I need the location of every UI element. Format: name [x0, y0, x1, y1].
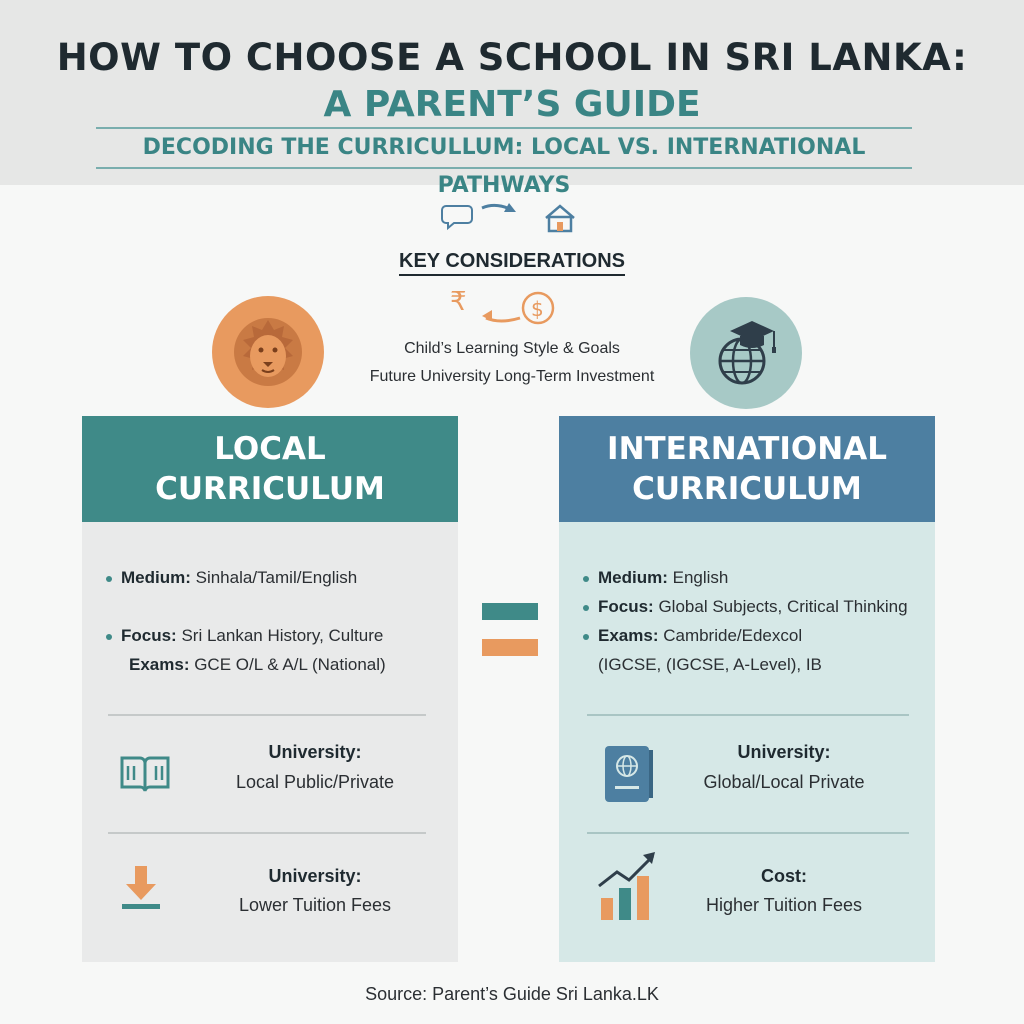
consideration-1: Child’s Learning Style & Goals: [404, 340, 620, 357]
equals-top-bar: [482, 603, 538, 620]
local-curriculum-panel: [82, 416, 458, 962]
local-section1-value: Local Public/Private: [235, 772, 395, 792]
book-icon: [118, 750, 172, 796]
arrow-right-icon: [482, 203, 516, 212]
title-line-2: A PARENT’S GUIDE: [323, 84, 701, 125]
divider: [587, 714, 909, 716]
international-exams-line2: (IGCSE, (IGCSE, A-Level), IB: [598, 655, 822, 674]
source-footer: Source: Parent’s Guide Sri Lanka.LK: [365, 984, 659, 1004]
dollar-icon: [523, 293, 553, 323]
top-icons: [0, 196, 1024, 242]
speech-bubble-icon: [442, 206, 472, 228]
international-section2-title: Cost:: [761, 866, 807, 886]
international-section2-value: Higher Tuition Fees: [705, 895, 863, 915]
house-icon: [546, 206, 574, 231]
international-section1-title: University:: [737, 742, 831, 762]
international-curriculum-panel: [559, 416, 935, 962]
growth-chart-icon: [597, 848, 661, 922]
title-line-1: HOW TO CHOOSE A SCHOOL IN SRI LANKA:: [56, 36, 968, 79]
local-medium: Medium: Sinhala/Tamil/English: [106, 568, 357, 588]
key-considerations-heading: KEY CONSIDERATIONS: [0, 250, 1024, 273]
international-title-2: CURRICULUM: [632, 471, 862, 507]
svg-text:$: $: [531, 297, 544, 321]
arrow-left-icon: [482, 310, 520, 321]
local-panel-header: [82, 416, 458, 522]
local-section2-value: Lower Tuition Fees: [238, 895, 392, 915]
money-icons: [440, 288, 570, 334]
international-focus: Focus: Global Subjects, Critical Thinking: [583, 597, 908, 617]
equals-bottom-bar: [482, 639, 538, 656]
divider: [587, 832, 909, 834]
down-arrow-icon: [118, 862, 164, 912]
consideration-2: Future University Long-Term Investment: [369, 368, 655, 385]
local-focus: Focus: Sri Lankan History, Culture: [106, 626, 383, 646]
lion-icon: [212, 296, 324, 408]
international-section1-value: Global/Local Private: [703, 772, 865, 792]
divider: [108, 832, 426, 834]
local-exams: Exams: GCE O/L & A/L (National): [129, 655, 386, 674]
divider: [108, 714, 426, 716]
local-title-2: CURRICULUM: [155, 471, 385, 507]
subtitle: DECODING THE CURRICULLUM: LOCAL VS. INTERNATIONAL PATHWAYS: [96, 127, 912, 169]
globe-graduation-cap-icon: [690, 297, 802, 409]
local-section2-title: University:: [268, 866, 362, 886]
international-panel-header: [559, 416, 935, 522]
rupee-icon: [450, 288, 467, 317]
svg-text:₹: ₹: [450, 288, 467, 317]
international-title-1: INTERNATIONAL: [607, 431, 887, 467]
local-section1-title: University:: [268, 742, 362, 762]
international-medium: Medium: English: [583, 568, 728, 588]
passport-icon: [601, 742, 657, 804]
international-exams: Exams: Cambride/Edexcol: [583, 626, 802, 646]
local-title-1: LOCAL: [214, 431, 326, 467]
